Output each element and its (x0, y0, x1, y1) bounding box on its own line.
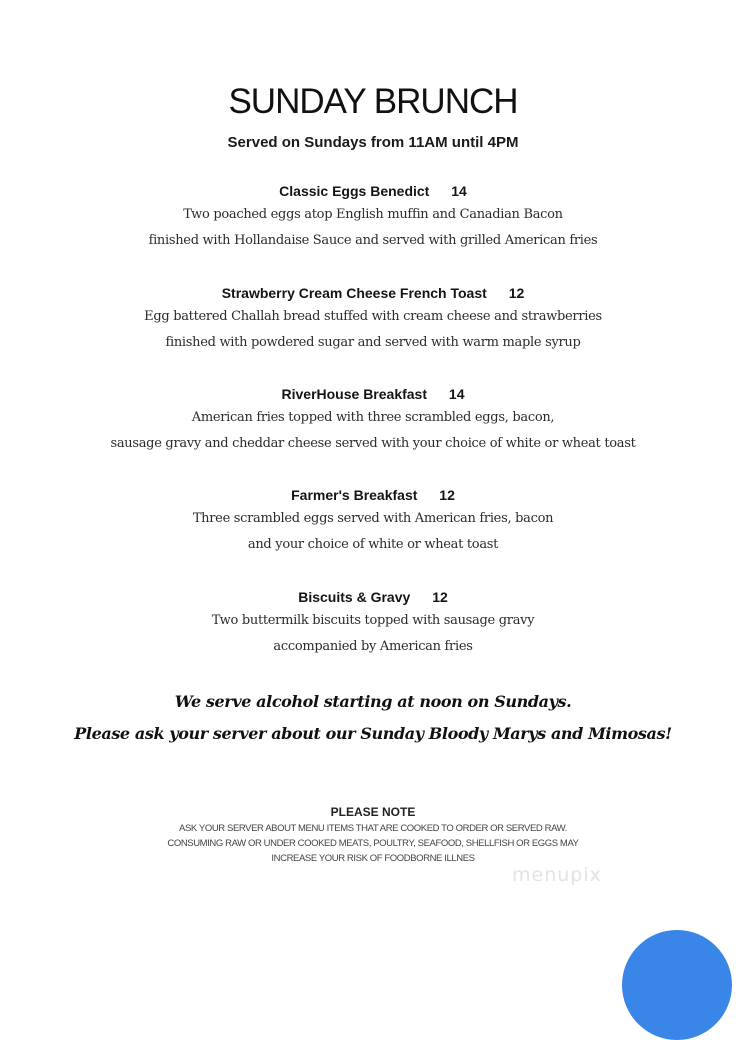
item-price: 14 (448, 386, 465, 402)
menu-item (0, 484, 746, 558)
item-name: RiverHouse Breakfast (281, 386, 428, 402)
menu-item (0, 586, 746, 660)
item-name-line (0, 484, 746, 506)
promo-drinks: Please ask your server about our Sunday Bloody Marys and Mimosas! (74, 724, 672, 743)
item-price: 12 (432, 589, 448, 605)
item-name-line (0, 586, 746, 608)
item-description: accompanied by American fries (273, 639, 473, 654)
item-description: sausage gravy and cheddar cheese served with your choice of white or wheat toast (110, 436, 636, 451)
promo-alcohol: We serve alcohol starting at noon on Sundays. (174, 692, 572, 711)
note-line: INCREASE YOUR RISK OF FOODBORNE ILLNES (271, 853, 475, 864)
item-name: Classic Eggs Benedict (279, 183, 430, 199)
menu-item (0, 282, 746, 356)
note-line: ASK YOUR SERVER ABOUT MENU ITEMS THAT ARE COOKED TO ORDER OR SERVED RAW. (179, 823, 567, 834)
item-name: Biscuits & Gravy (298, 589, 411, 605)
item-description: finished with Hollandaise Sauce and served with grilled American fries (148, 233, 598, 248)
item-description: Three scrambled eggs served with American fries, bacon (192, 511, 554, 526)
item-description: Two buttermilk biscuits topped with sausage gravy (211, 613, 535, 628)
item-price: 14 (451, 183, 467, 199)
item-description: American fries topped with three scrambled eggs, bacon, (191, 410, 555, 425)
menu-item (0, 180, 746, 254)
menu-subtitle: Served on Sundays from 11AM until 4PM (227, 134, 519, 151)
item-name-line (0, 383, 746, 405)
item-description: and your choice of white or wheat toast (247, 537, 499, 552)
item-name-line (0, 180, 746, 202)
item-description: Egg battered Challah bread stuffed with cream cheese and strawberries (144, 309, 602, 324)
note-line: CONSUMING RAW OR UNDER COOKED MEATS, POULTRY, SEAFOOD, SHELLFISH OR EGGS MAY (167, 838, 579, 849)
item-price: 12 (439, 487, 455, 503)
item-description: finished with powdered sugar and served with warm maple syrup (165, 335, 581, 350)
item-name: Farmer's Breakfast (291, 487, 418, 503)
item-description: Two poached eggs atop English muffin and Canadian Bacon (183, 207, 563, 222)
watermark: menupix (512, 864, 602, 886)
menu-title: SUNDAY BRUNCH (228, 82, 518, 121)
menu-item (0, 383, 746, 457)
note-heading: PLEASE NOTE (330, 805, 416, 819)
floating-action-circle[interactable] (622, 930, 732, 1040)
item-name-line (0, 282, 746, 304)
item-price: 12 (508, 285, 525, 301)
item-name: Strawberry Cream Cheese French Toast (221, 285, 487, 301)
